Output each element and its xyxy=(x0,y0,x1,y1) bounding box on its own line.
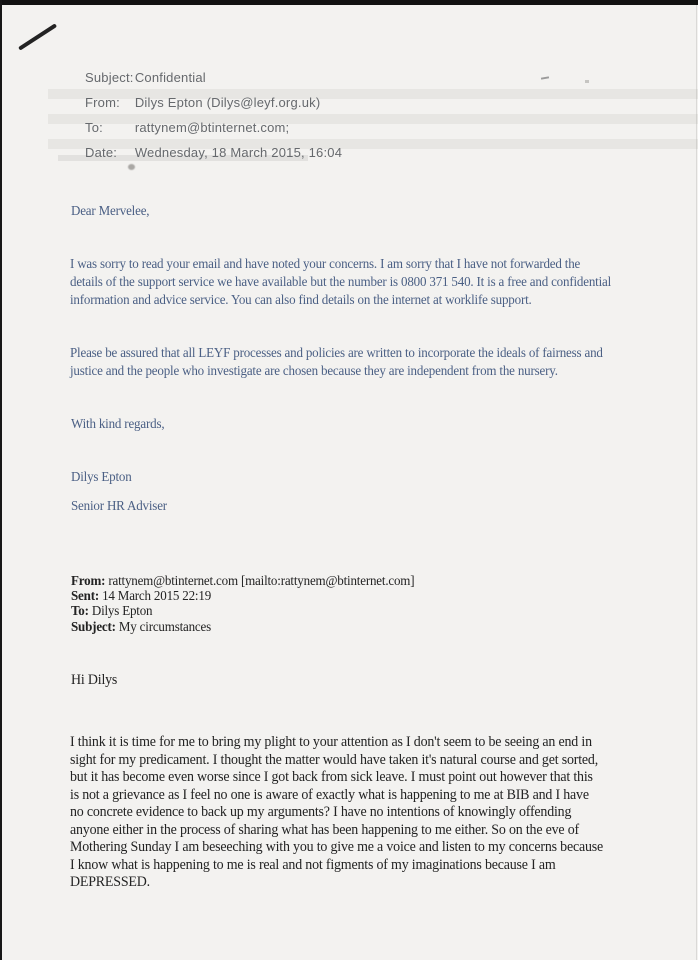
scan-edge-top xyxy=(0,0,698,5)
header-label: From: xyxy=(85,95,120,110)
header-row-date xyxy=(85,146,342,160)
signature-name: Dilys Epton xyxy=(71,470,132,485)
header-value: Wednesday, 18 March 2015, 16:04 xyxy=(134,145,343,160)
header-value: Dilys Epton (Dilys@leyf.org.uk) xyxy=(134,95,321,110)
header-label: To: xyxy=(85,120,103,135)
paragraph-support-service: I was sorry to read your email and have noted your concerns. I am sorry that I have not forwarded the details of the support service we have available but the number is 0800 371 540. It is a free and confidential information and advice service. You can also find details on the internet at worklife support. xyxy=(70,257,612,308)
quoted-header-value: 14 March 2015 22:19 xyxy=(99,589,212,605)
quoted-header-value: My circumstances xyxy=(115,619,212,635)
header-row-from xyxy=(85,96,342,110)
paragraph-leyf-policies: Please be assured that all LEYF processes and policies are written to incorporate the ideals of fairness and justice and the people who investigate are chosen because they are independent from the nursery. xyxy=(70,346,603,379)
quoted-header-row-to xyxy=(71,604,414,619)
quoted-header-label: To: xyxy=(71,604,89,620)
quoted-header-label: From: xyxy=(71,574,106,589)
quoted-email-header xyxy=(71,574,414,635)
quoted-header-row-subject xyxy=(71,620,414,635)
quoted-header-row-sent xyxy=(71,589,414,604)
header-label: Subject: xyxy=(85,70,134,85)
scan-edge-left xyxy=(0,0,2,960)
quoted-header-row-from xyxy=(71,574,414,589)
header-label: Date: xyxy=(85,145,118,160)
quoted-header-value: Dilys Epton xyxy=(88,604,153,620)
header-row-subject xyxy=(85,71,342,85)
closing: With kind regards, xyxy=(71,417,165,432)
pen-mark xyxy=(18,23,57,50)
email-header xyxy=(85,71,342,171)
signature-title: Senior HR Adviser xyxy=(71,499,167,514)
quoted-header-value: rattynem@btinternet.com [mailto:rattynem@btinternet.com] xyxy=(105,574,415,589)
scan-speck xyxy=(585,80,589,83)
quoted-header-label: Subject: xyxy=(71,619,116,635)
header-value: Confidential xyxy=(134,70,206,85)
quoted-body-paragraph: I think it is time for me to bring my plight to your attention as I don't seem to be seeing an end in sight for my predicament. I thought the matter would have taken it's natural course and get sorted, but it has become even worse since I got back from sick leave. I must point out however that this is not a grievance as I feel no one is aware of exactly what is happening to me at BIB and I have no concrete evidence to back up my arguments? I have no intentions of knowingly offending anyone either in the process of sharing what has been happening to me either. So on the eve of Mothering Sunday I am beseeching with you to give me a voice and listen to my concerns because I know what is happening to me is real and not figments of my imaginations because I am DEPRESSED. xyxy=(70,734,604,890)
salutation: Dear Mervelee, xyxy=(71,204,150,219)
quoted-salutation: Hi Dilys xyxy=(71,672,118,688)
header-value: rattynem@btinternet.com; xyxy=(134,120,290,135)
quoted-header-label: Sent: xyxy=(71,589,100,605)
header-row-to xyxy=(85,121,342,135)
scan-speck xyxy=(541,76,549,79)
